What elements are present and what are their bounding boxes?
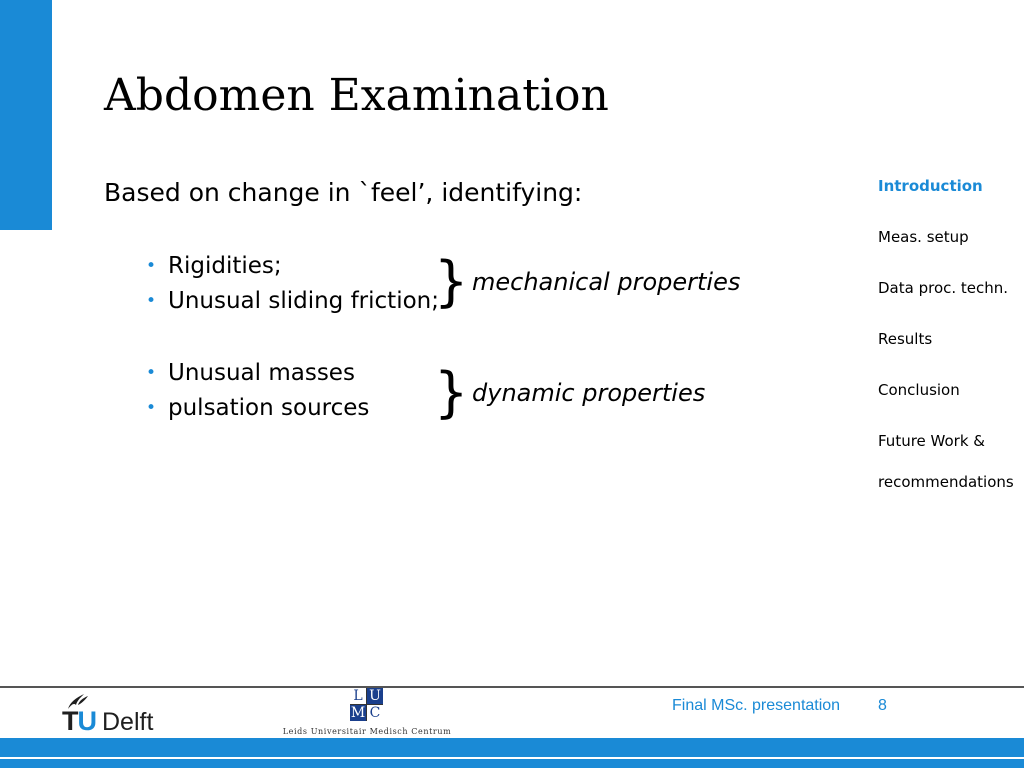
- list-item: • Rigidities;: [146, 249, 439, 284]
- section-nav: [878, 176, 1024, 523]
- footer-bar-stripe: [0, 757, 1024, 759]
- footer-presentation-label: Final MSc. presentation: [672, 697, 841, 714]
- nav-item-future-work-line2: recommendations: [878, 473, 1014, 491]
- bullet-icon: •: [146, 398, 157, 418]
- nav-item-results[interactable]: Results: [878, 330, 933, 348]
- lumc-logo: [282, 688, 452, 738]
- brace-icon: }: [434, 361, 469, 424]
- nav-item-data-proc[interactable]: Data proc. techn.: [878, 279, 1009, 297]
- nav-item-introduction[interactable]: Introduction: [878, 177, 983, 195]
- bullet-list-mechanical: [146, 249, 439, 319]
- tu-delft-logo: [62, 692, 166, 736]
- lumc-logo-mark: L U M C: [350, 688, 386, 724]
- nav-item-meas-setup[interactable]: Meas. setup: [878, 228, 969, 246]
- lumc-logo-caption: Leids Universitair Medisch Centrum: [282, 727, 452, 736]
- lead-text: Based on change in `feel’, identifying:: [104, 178, 583, 207]
- footer-bar: [0, 738, 1024, 768]
- accent-block: [0, 0, 52, 230]
- group-label-dynamic: dynamic properties: [472, 379, 706, 407]
- bullet-icon: •: [146, 256, 157, 276]
- list-item: • Unusual masses: [146, 356, 369, 391]
- page-number: 8: [878, 697, 887, 714]
- bullet-icon: •: [146, 363, 157, 383]
- nav-item-conclusion[interactable]: Conclusion: [878, 381, 960, 399]
- list-item: • pulsation sources: [146, 391, 369, 426]
- footer-divider: [0, 686, 1024, 688]
- brace-icon: }: [434, 250, 469, 313]
- list-item: • Unusual sliding friction;: [146, 284, 439, 319]
- nav-item-future-work-line1: Future Work &: [878, 432, 985, 450]
- tu-delft-logo-tu: TU: [62, 706, 96, 736]
- slide-title: Abdomen Examination: [104, 70, 609, 121]
- nav-item-future-work[interactable]: [878, 431, 1024, 493]
- group-label-mechanical: mechanical properties: [472, 268, 741, 296]
- bullet-list-dynamic: [146, 356, 369, 426]
- tu-delft-logo-delft: Delft: [102, 708, 154, 736]
- bullet-icon: •: [146, 291, 157, 311]
